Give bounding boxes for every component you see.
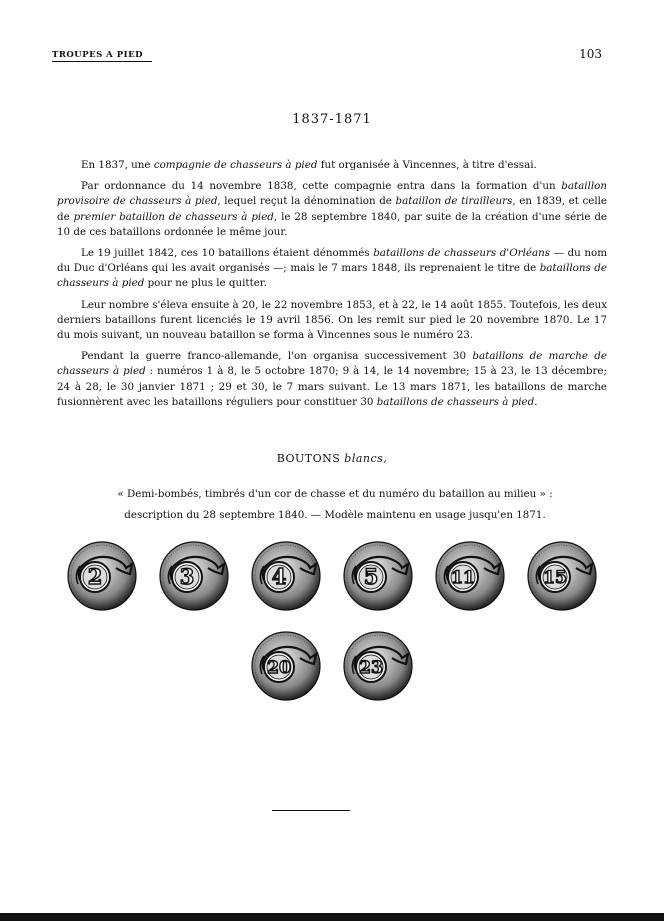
button-number: 11 [451, 568, 475, 588]
paragraph-4: Leur nombre s'éleva ensuite à 20, le 22 novembre 1853, et à 22, le 14 août 1855. Toutefois, les deux derniers bataillons furent licenciés le 19 avril 1856. On les remit sur pied le 20 novembre 1870. Le 17 du mois suivant, un nouveau bataillon se forma à Vincennes sous le numéro 23. [57, 298, 607, 342]
button-number: 15 [543, 568, 567, 588]
buttons-row-2 [0, 630, 664, 702]
button-number: 3 [179, 564, 195, 589]
bottom-border [0, 913, 664, 921]
body-text [57, 158, 607, 416]
end-rule [272, 810, 350, 811]
button-icon-3 [158, 540, 230, 612]
button-icon-15 [526, 540, 598, 612]
button-number: 20 [267, 658, 291, 678]
button-icon-23 [342, 630, 414, 702]
button-icon-11 [434, 540, 506, 612]
button-icon-4 [250, 540, 322, 612]
button-icon-2 [66, 540, 138, 612]
button-number: 2 [87, 564, 103, 589]
header-rule [52, 61, 152, 62]
button-icon-20 [250, 630, 322, 702]
button-number: 5 [363, 564, 379, 589]
paragraph-1: En 1837, une compagnie de chasseurs à pied fut organisée à Vincennes, à titre d'essai. [81, 159, 537, 171]
buttons-desc-line-2: description du 28 septembre 1840. — Modèle maintenu en usage jusqu'en 1871. [124, 509, 546, 521]
button-number: 4 [271, 564, 287, 589]
paragraph-5: Pendant la guerre franco-allemande, l'on organisa successivement 30 bataillons de marche de chasseurs à pied : numéros 1 à 8, le 5 octobre 1870; 9 à 14, le 14 novembre; 15 à 23, le 13 décembre; 24 à 28, le 30 janvier 1871 ; 29 et 30, le 7 mars suivant. Le 13 mars 1871, les bataillons de marche fusionnèrent avec les bataillons réguliers pour constituer 30 bataillons de chasseurs à pied. [57, 350, 607, 408]
paragraph-2: Par ordonnance du 14 novembre 1838, cette compagnie entra dans la formation d'un bataillon provisoire de chasseurs à pied, lequel reçut la dénomination de bataillon de tirailleurs, en 1839, et celle de premier bataillon de chasseurs à pied, le 28 septembre 1840, par suite de la création d'une série de 10 de ces bataillons ordonnée le même jour. [57, 180, 607, 238]
button-icon-5 [342, 540, 414, 612]
buttons-description [90, 484, 580, 526]
buttons-row-1 [0, 540, 664, 612]
button-number: 23 [359, 658, 383, 678]
buttons-title: BOUTONS blancs, [276, 452, 388, 465]
page-number: 103 [579, 47, 602, 61]
paragraph-3: Le 19 juillet 1842, ces 10 bataillons étaient dénommés bataillons de chasseurs d'Orléans — du nom du Duc d'Orléans qui les avait organisés —; mais le 7 mars 1848, ils reprenaient le titre de bataillons de chasseurs à pied pour ne plus le quitter. [57, 247, 607, 290]
buttons-desc-line-1: « Demi-bombés, timbrés d'un cor de chasse et du numéro du bataillon au milieu » : [117, 488, 553, 500]
running-title: TROUPES A PIED [52, 50, 143, 60]
section-title: 1837-1871 [292, 112, 372, 127]
